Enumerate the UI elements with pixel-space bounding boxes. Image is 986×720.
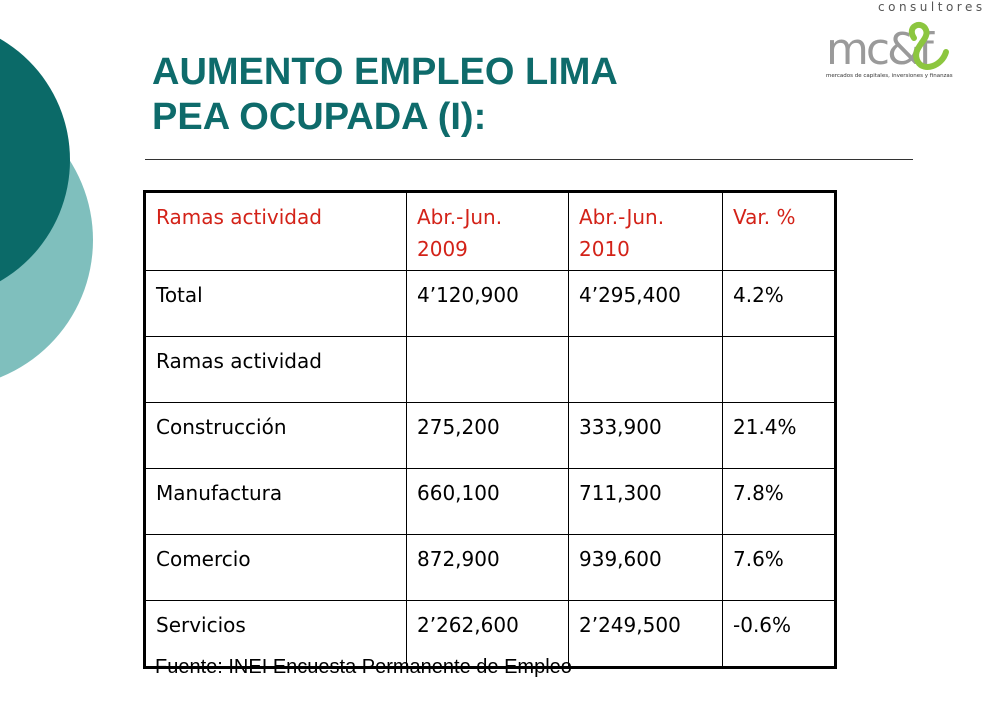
source-note: Fuente: INEI Encuesta Permanente de Empleo <box>155 656 572 678</box>
logo-subtitle: mercados de capitales, inversiones y finanzas <box>826 73 953 79</box>
row-label: Manufactura <box>145 469 407 535</box>
title-line-1: AUMENTO EMPLEO LIMA <box>152 51 618 93</box>
header-2010 <box>569 192 723 271</box>
header-2009-year: 2009 <box>417 237 468 261</box>
title-line-2: PEA OCUPADA (I): <box>152 96 487 138</box>
header-2010-period: Abr.-Jun. <box>579 205 665 229</box>
row-label: Construcción <box>145 403 407 469</box>
header-2009 <box>407 192 569 271</box>
row-label: Servicios <box>145 601 407 668</box>
table-header-row <box>145 192 836 271</box>
employment-table <box>143 190 837 669</box>
header-var: Var. % <box>723 192 836 271</box>
row-value-2009: 4’120,900 <box>407 271 569 337</box>
row-value-2009: 275,200 <box>407 403 569 469</box>
table-row <box>145 469 836 535</box>
row-value-2010: 711,300 <box>569 469 723 535</box>
company-logo <box>826 0 986 92</box>
row-value-2010: 2’249,500 <box>569 601 723 668</box>
logo-mark <box>826 16 960 76</box>
row-value-2009: 2’262,600 <box>407 601 569 668</box>
table-section-row <box>145 337 836 403</box>
row-var: 21.4% <box>723 403 836 469</box>
row-label: Total <box>145 271 407 337</box>
header-2010-year: 2010 <box>579 237 630 261</box>
title-divider <box>145 159 913 160</box>
slide-title <box>152 50 618 140</box>
row-value-2010 <box>569 337 723 403</box>
row-value-2010: 4’295,400 <box>569 271 723 337</box>
row-value-2010: 333,900 <box>569 403 723 469</box>
table-row <box>145 271 836 337</box>
row-value-2009: 872,900 <box>407 535 569 601</box>
row-value-2009: 660,100 <box>407 469 569 535</box>
row-var: 7.8% <box>723 469 836 535</box>
logo-wordmark: mc&f <box>826 24 931 75</box>
row-var: -0.6% <box>723 601 836 668</box>
row-var: 7.6% <box>723 535 836 601</box>
row-value-2009 <box>407 337 569 403</box>
row-var: 4.2% <box>723 271 836 337</box>
table-row <box>145 535 836 601</box>
row-value-2010: 939,600 <box>569 535 723 601</box>
table-row <box>145 403 836 469</box>
row-label: Comercio <box>145 535 407 601</box>
decorative-circles <box>0 0 120 400</box>
header-2009-period: Abr.-Jun. <box>417 205 503 229</box>
row-label: Ramas actividad <box>145 337 407 403</box>
row-var <box>723 337 836 403</box>
header-ramas: Ramas actividad <box>145 192 407 271</box>
logo-tagline: consultores <box>878 0 986 14</box>
